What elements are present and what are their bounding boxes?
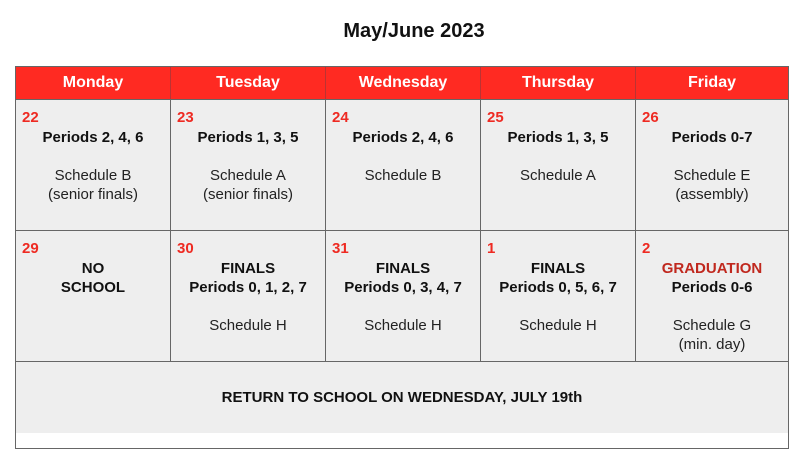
day-schedule: Schedule H xyxy=(364,317,442,334)
finals-periods: Periods 0, 5, 6, 7 xyxy=(499,279,617,296)
day-periods xyxy=(481,259,635,297)
day-number: 24 xyxy=(332,109,349,126)
day-periods: Periods 1, 3, 5 xyxy=(197,129,299,146)
day-cell xyxy=(16,100,171,230)
calendar-title: May/June 2023 xyxy=(343,20,485,42)
day-schedule: Schedule G (min. day) xyxy=(672,317,752,353)
day-periods: Periods 2, 4, 6 xyxy=(42,129,144,146)
day-periods: Periods 2, 4, 6 xyxy=(352,129,454,146)
day-schedule: Schedule A xyxy=(520,167,596,184)
day-number: 31 xyxy=(332,240,349,257)
day-number: 26 xyxy=(642,109,659,126)
day-number: 2 xyxy=(642,240,651,257)
day-periods xyxy=(326,259,480,297)
finals-label: FINALS xyxy=(375,260,431,277)
day-cell xyxy=(481,231,636,361)
day-number: 23 xyxy=(177,109,194,126)
graduation-label: GRADUATION xyxy=(661,260,763,277)
finals-label: FINALS xyxy=(530,260,586,277)
day-cell xyxy=(16,231,171,361)
day-number: 22 xyxy=(22,109,39,126)
day-number: 1 xyxy=(487,240,496,257)
day-schedule: Schedule H xyxy=(209,317,287,334)
day-periods: Periods 0-7 xyxy=(671,129,753,146)
day-periods xyxy=(636,259,788,297)
day-number: 29 xyxy=(22,240,39,257)
calendar-grid xyxy=(15,66,789,449)
header-tuesday: Tuesday xyxy=(171,67,326,99)
header-friday: Friday xyxy=(687,74,736,91)
day-number: 25 xyxy=(487,109,504,126)
day-periods: Periods 1, 3, 5 xyxy=(507,129,609,146)
day-schedule: Schedule A (senior finals) xyxy=(202,167,294,203)
day-number: 30 xyxy=(177,240,194,257)
header-monday: Monday xyxy=(16,67,171,99)
day-cell xyxy=(481,100,636,230)
day-cell xyxy=(171,100,326,230)
weekday-header-row xyxy=(16,67,788,99)
finals-periods: Periods 0, 1, 2, 7 xyxy=(189,279,307,296)
no-school-label: NO SCHOOL xyxy=(60,260,126,296)
finals-label: FINALS xyxy=(220,260,276,277)
graduation-periods: Periods 0-6 xyxy=(671,279,753,296)
week-row-2 xyxy=(16,230,788,361)
day-schedule: Schedule B xyxy=(364,167,442,184)
day-cell xyxy=(171,231,326,361)
week-row-1 xyxy=(16,99,788,230)
day-schedule: Schedule H xyxy=(519,317,597,334)
day-cell xyxy=(636,231,788,361)
header-wednesday: Wednesday xyxy=(326,67,481,99)
finals-periods: Periods 0, 3, 4, 7 xyxy=(344,279,462,296)
day-cell xyxy=(326,231,481,361)
day-cell xyxy=(326,100,481,230)
day-cell xyxy=(636,100,788,230)
header-thursday: Thursday xyxy=(481,67,636,99)
day-periods xyxy=(171,259,325,297)
day-schedule: Schedule B (senior finals) xyxy=(47,167,139,203)
return-to-school-notice: RETURN TO SCHOOL ON WEDNESDAY, JULY 19th xyxy=(16,361,788,433)
day-schedule: Schedule E (assembly) xyxy=(673,167,751,203)
